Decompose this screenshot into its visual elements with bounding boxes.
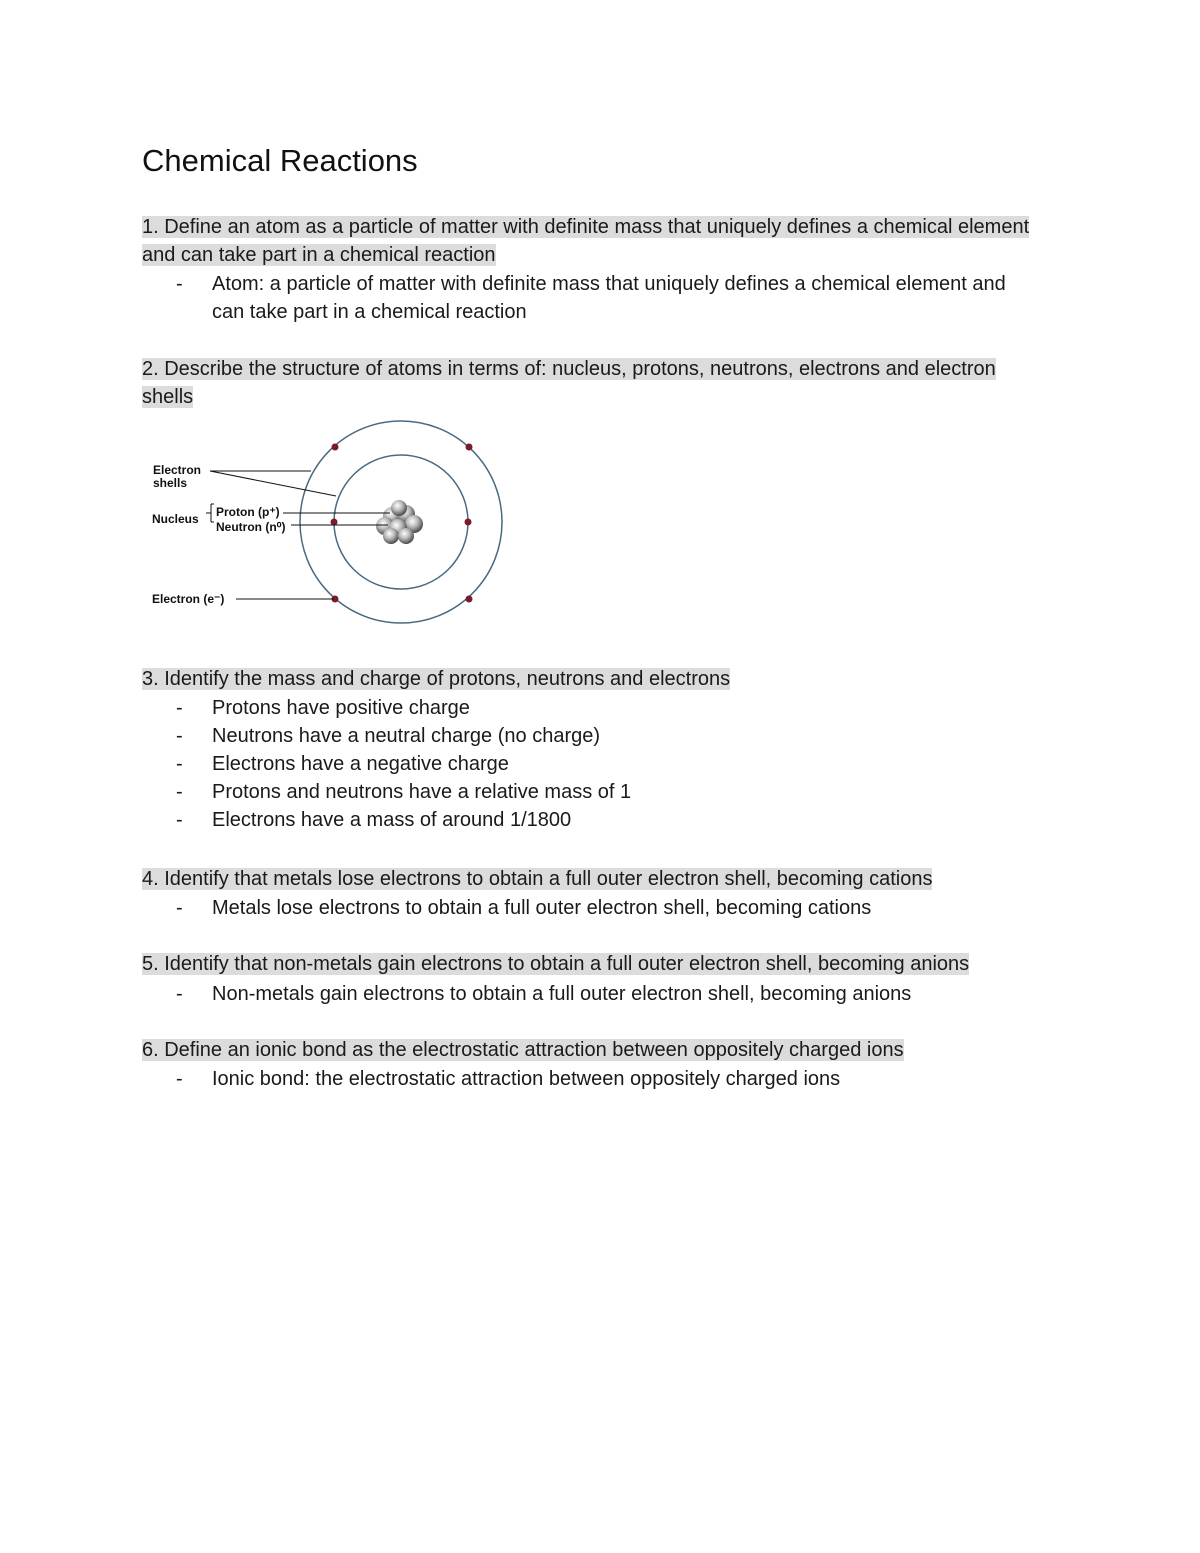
section-2-heading-text: 2. Describe the structure of atoms in terms of: nucleus, protons, neutrons, electrons and electron shells — [142, 358, 996, 408]
section-5-heading-text: 5. Identify that non-metals gain electrons to obtain a full outer electron shell, becoming anions — [142, 953, 970, 975]
label-electron-shells-2: shells — [153, 476, 188, 490]
label-proton: Proton (p⁺) — [216, 505, 280, 519]
nucleus-icon — [376, 500, 423, 544]
list-item: - Neutrons have a neutral charge (no charge) — [142, 722, 1042, 750]
label-electron: Electron (e⁻) — [152, 592, 225, 606]
section-5-bullets — [142, 980, 1042, 1008]
atom-structure-diagram — [148, 416, 518, 631]
section-2-heading — [142, 355, 1042, 411]
list-item: - Electrons have a negative charge — [142, 750, 1042, 778]
label-electron-shells-1: Electron — [153, 463, 202, 477]
section-6-heading-text: 6. Define an ionic bond as the electrostatic attraction between oppositely charged ions — [142, 1039, 904, 1061]
leader-lines — [206, 471, 390, 599]
document-title: Chemical Reactions — [142, 143, 418, 178]
section-6-heading — [142, 1036, 1042, 1064]
list-item: - Ionic bond: the electrostatic attraction between oppositely charged ions — [142, 1065, 1042, 1093]
section-1-heading — [142, 213, 1042, 269]
section-4-heading — [142, 865, 1042, 893]
section-4-bullets — [142, 894, 1042, 922]
list-item: - Atom: a particle of matter with definite mass that uniquely defines a chemical element and can take part in a chemical reaction — [142, 270, 1042, 326]
section-5-heading — [142, 950, 1042, 978]
list-item: - Protons and neutrons have a relative mass of 1 — [142, 778, 1042, 806]
section-4-heading-text: 4. Identify that metals lose electrons to obtain a full outer electron shell, becoming cations — [142, 868, 933, 890]
list-item: - Electrons have a mass of around 1/1800 — [142, 806, 1042, 834]
section-3-heading-text: 3. Identify the mass and charge of protons, neutrons and electrons — [142, 668, 731, 690]
section-3-bullets — [142, 694, 1042, 834]
section-3-heading — [142, 665, 1042, 693]
label-neutron: Neutron (n⁰) — [216, 520, 286, 534]
list-item: - Protons have positive charge — [142, 694, 1042, 722]
section-6-bullets — [142, 1065, 1042, 1093]
section-1-heading-text: 1. Define an atom as a particle of matter with definite mass that uniquely defines a chemical element and can take part in a chemical reaction — [142, 216, 1030, 266]
label-nucleus: Nucleus — [152, 512, 199, 526]
section-1-bullets — [142, 270, 1042, 326]
list-item: - Non-metals gain electrons to obtain a full outer electron shell, becoming anions — [142, 980, 1042, 1008]
list-item: - Metals lose electrons to obtain a full outer electron shell, becoming cations — [142, 894, 1042, 922]
